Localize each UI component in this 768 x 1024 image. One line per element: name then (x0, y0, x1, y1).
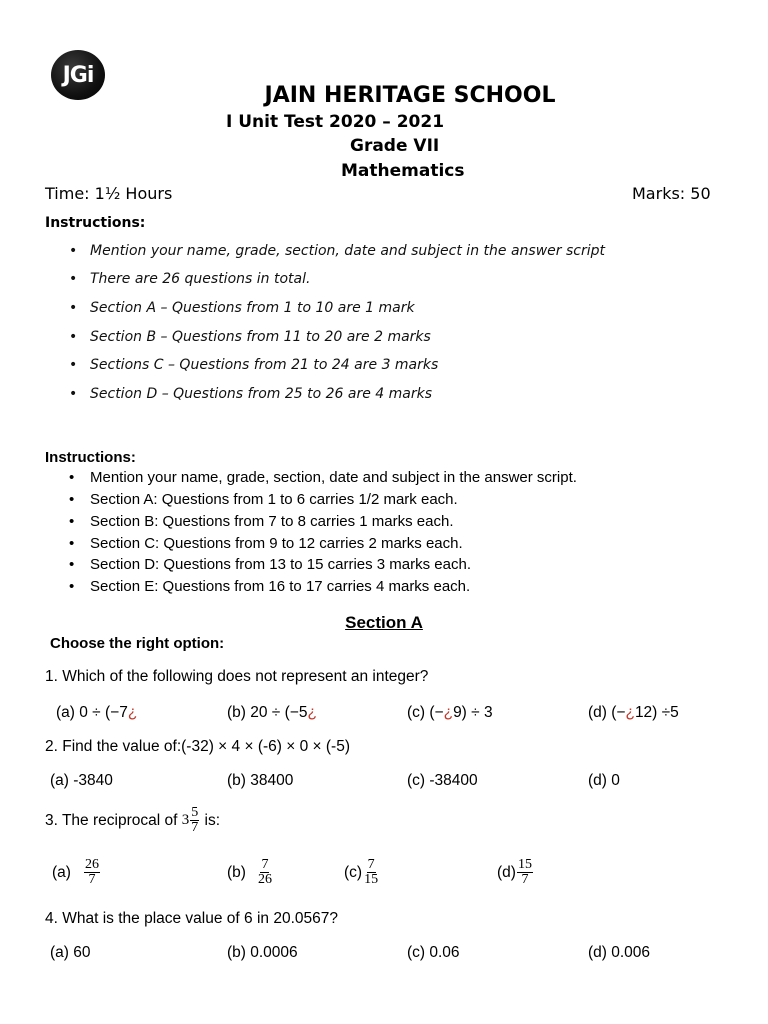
q3-option-b (227, 858, 274, 887)
q3-d-fraction (517, 858, 533, 887)
q1-option-b (227, 704, 317, 722)
q3-whole: 3 (181, 812, 190, 828)
question-4-text: 4. What is the place value of 6 in 20.0567? (45, 910, 338, 927)
q2-option-c: (c) -38400 (407, 772, 478, 789)
grade-label: Grade VII (350, 136, 440, 156)
q3-a-num: 26 (84, 857, 99, 872)
instruction-2-item: • Section A: Questions from 1 to 6 carries 1/2 mark each. (90, 491, 458, 508)
instruction-1-item: • Sections C – Questions from 21 to 24 are 3 marks (90, 357, 438, 373)
q1-d-text: (d) (− (588, 704, 626, 721)
question-1-text: 1. Which of the following does not represent an integer? (45, 668, 429, 685)
q3-option-c (344, 858, 380, 887)
q3-d-label: (d) (497, 863, 516, 881)
q3-c-label: (c) (344, 863, 363, 881)
q3-c-den: 15 (364, 872, 379, 887)
instruction-2-item: • Section B: Questions from 7 to 8 carries 1 marks each. (90, 513, 454, 530)
question-3-text (45, 806, 220, 835)
q1-a-mark: ¿ (127, 704, 138, 721)
section-a-subtitle: Choose the right option: (50, 635, 225, 652)
q3-d-den: 7 (521, 872, 529, 887)
marks-label: Marks: 50 (632, 184, 711, 203)
subject-label: Mathematics (341, 161, 465, 181)
q1-c-text-end: 9) ÷ 3 (453, 704, 493, 721)
q3-option-a (52, 858, 101, 887)
q1-b-text: (b) 20 ÷ (−5 (227, 704, 308, 721)
q3-b-label: (b) (227, 863, 246, 881)
instructions-heading-2: Instructions: (45, 449, 136, 466)
q2-option-d: (d) 0 (588, 772, 620, 789)
test-name: I Unit Test 2020 – 2021 (226, 112, 445, 132)
instruction-1-item: • Mention your name, grade, section, date and subject in the answer script (90, 243, 605, 259)
q3-a-label: (a) (52, 863, 71, 881)
section-a-title: Section A (345, 613, 423, 632)
q1-option-c (407, 704, 493, 722)
q3-den: 7 (191, 820, 199, 835)
q3-text-end: is: (200, 811, 221, 829)
instruction-1-item: • Section A – Questions from 1 to 10 are 1 mark (90, 300, 415, 316)
q4-option-a: (a) 60 (50, 944, 91, 961)
q3-d-num: 15 (517, 857, 532, 872)
logo-text: JGi (62, 62, 94, 88)
q1-c-text: (c) (− (407, 704, 444, 721)
q3-a-den: 7 (88, 872, 96, 887)
q1-d-mark: ¿ (625, 704, 635, 721)
school-name: JAIN HERITAGE SCHOOL (264, 83, 556, 108)
q3-text-start: 3. The reciprocal of (45, 811, 182, 829)
q3-option-d (497, 858, 534, 887)
instruction-2-item: • Section C: Questions from 9 to 12 carries 2 marks each. (90, 535, 463, 552)
q3-c-fraction (363, 858, 379, 887)
q4-option-c: (c) 0.06 (407, 944, 460, 961)
q3-c-num: 7 (367, 857, 375, 872)
instructions-heading-1: Instructions: (45, 215, 146, 231)
q2-option-a: (a) -3840 (50, 772, 113, 789)
q4-option-d: (d) 0.006 (588, 944, 651, 961)
instruction-2-item: • Mention your name, grade, section, date and subject in the answer script. (90, 469, 577, 486)
q3-b-fraction (257, 858, 273, 887)
q1-b-mark: ¿ (307, 704, 317, 721)
q3-num: 5 (191, 805, 199, 820)
instruction-1-item: • There are 26 questions in total. (90, 271, 310, 287)
q3-b-num: 7 (261, 857, 269, 872)
question-2-text: 2. Find the value of:(-32) × 4 × (-6) × 0 × (-5) (45, 738, 350, 755)
instruction-2-item: • Section D: Questions from 13 to 15 carries 3 marks each. (90, 556, 471, 573)
instruction-2-item: • Section E: Questions from 16 to 17 carries 4 marks each. (90, 578, 470, 595)
q3-fraction (190, 806, 199, 835)
q3-a-fraction (84, 858, 100, 887)
q2-option-b: (b) 38400 (227, 772, 294, 789)
q4-option-b: (b) 0.0006 (227, 944, 298, 961)
q1-c-mark: ¿ (443, 704, 454, 721)
instruction-1-item: • Section D – Questions from 25 to 26 are 4 marks (90, 386, 432, 402)
q1-d-text-end: 12) ÷5 (634, 704, 679, 721)
q1-a-text: (a) 0 ÷ (−7 (56, 704, 128, 721)
instruction-1-item: • Section B – Questions from 11 to 20 are 2 marks (90, 329, 431, 345)
q3-b-den: 26 (257, 872, 272, 887)
time-label: Time: 1½ Hours (45, 184, 173, 203)
q1-option-d (588, 704, 679, 722)
q1-option-a (56, 704, 137, 722)
